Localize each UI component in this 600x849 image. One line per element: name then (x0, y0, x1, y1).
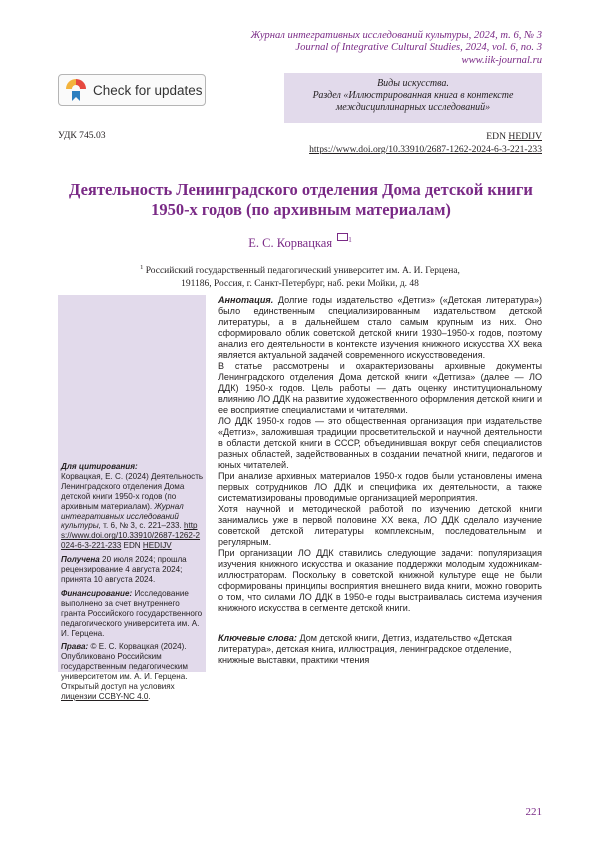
keywords (218, 633, 542, 666)
check-for-updates-button[interactable] (58, 74, 206, 106)
citation-block (61, 462, 204, 551)
envelope-icon[interactable] (337, 233, 348, 241)
page-number: 221 (525, 806, 542, 818)
section-line-2: Раздел «Иллюстрированная книга в контексте (312, 90, 514, 102)
citation-journal: Журнал интегративных исследований культуры, (61, 501, 184, 531)
sidebar-info (61, 462, 204, 706)
section-line-1: Виды искусства. (377, 78, 449, 89)
title-line-1: Деятельность Ленинградского отделения Дома детской книги (69, 180, 533, 199)
udk-code: УДК 745.03 (58, 130, 106, 141)
author-name[interactable]: Е. С. Корвацкая (248, 236, 333, 250)
affiliation-line-2: 191186, Россия, г. Санкт-Петербург, наб. реки Мойки, д. 48 (181, 278, 419, 289)
keywords-label: Ключевые слова: (218, 633, 297, 643)
article-title (60, 180, 542, 220)
abstract-paragraph-1 (218, 295, 542, 361)
affiliation-line-1: Российский государственный педагогический университет им. А. И. Герцена, (145, 266, 460, 277)
rights-block (61, 642, 204, 701)
rights-label: Права: (61, 642, 89, 652)
abstract-paragraph-5: Хотя научной и методической работой по изучению детской книги занимались уже в первой половине XX века, ЛО ДДК сделало изучение советской детской литературы комплексным, последовательным и регулярным. (218, 504, 542, 547)
keywords-text: Дом детской книги, Детгиз, издательство «Детская литература», детская книга, иллюстрация, ленинградское отделение, книжные выставки, практики чтения (218, 633, 512, 665)
abstract-paragraph-4: При анализе архивных материалов 1950-х годов были установлены имена первых сотрудников ЛО ДДК и специфика их деятельности, а также систематизированы проводимые организацией мероприятия. (218, 471, 542, 503)
abstract-label: Аннотация. (218, 295, 274, 305)
citation-edn-prefix: EDN (121, 541, 143, 551)
citation-issue: т. 6, № 3, с. 221–233. (100, 521, 182, 531)
license-end: . (148, 691, 151, 701)
funding-block (61, 589, 204, 639)
received-label: Получена (61, 555, 100, 565)
edn-prefix: EDN (486, 131, 509, 142)
license-link[interactable]: лицензии CCBY-NC 4.0 (61, 691, 149, 701)
journal-title-ru: Журнал интегративных исследований культуры, 2024, т. 6, № 3 (250, 30, 542, 41)
affiliation-mark: 1 (140, 264, 144, 271)
abstract-paragraph-6: При организации ЛО ДДК ставились следующие задачи: популяризация изучения книжного искусства и оказание поддержки молодым художникам-иллюстраторам. Поскольку в советской книжной культуре еще не были сформированы принципы восприятия внешнего вида книги, можно говорить о том, что силами ЛО ДДК в 1950-е годы выстраивалась система изучения книжного искусства в сегменте детской книги. (218, 548, 542, 613)
journal-title-en: Journal of Integrative Cultural Studies, 2024, vol. 6, no. 3 (295, 42, 542, 54)
title-line-2: 1950-х годов (по архивным материалам) (151, 200, 451, 219)
edn-link[interactable]: HEDIJV (508, 131, 542, 142)
doi-link[interactable]: https://www.doi.org/10.33910/2687-1262-2024-6-3-221-233 (309, 144, 542, 155)
abstract (218, 295, 542, 614)
check-for-updates-label: Check for updates (93, 82, 203, 98)
affiliation (80, 262, 520, 290)
abstract-paragraph-2: В статье рассмотрены и охарактеризованы архивные документы Ленинградского отделения Дома детской книги «Детгиза» (далее — ЛО ДДК) 1950-х годов. Цель работы — дать оценку институциональному влиянию ЛО ДДК на развитие художественного оформления детской книги и ее восприятие специалистами и читателями. (218, 361, 542, 415)
citation-doi-link[interactable]: https://www.doi.org/10.33910/2687-1262-2024-6-3-221-233 (61, 521, 201, 551)
edn-block (309, 130, 542, 156)
section-line-3: междисциплинарных исследований» (335, 102, 491, 114)
journal-website[interactable]: www.iik-journal.ru (461, 54, 542, 66)
rights-text: © Е. С. Корвацкая (2024). Опубликовано Российским государственным педагогическим университетом им. А. И. Герцена. Открытый доступ на условиях (61, 642, 188, 692)
citation-plain: Корвацкая, Е. С. (2024) Деятельность Ленинградского отделения Дома детской книги 1950-х годов (по архивным материалам). (61, 471, 204, 511)
abstract-text-1: Долгие годы издательство «Детгиз» («Детская литература») было единственным специализированным издательством детской литературы, а в дальнейшем стало самым крупным из них. Оно сформировало облик советской детской книги 1930–1950-х годов, поэтому анализ его деятельности в контексте изучения книжного искусства XX века является актуальной задачей современного искусствоведения. (218, 295, 542, 360)
citation-edn-link[interactable]: HEDIJV (142, 541, 172, 551)
received-block (61, 555, 204, 585)
author-mark: 1 (348, 235, 352, 244)
abstract-paragraph-3: ЛО ДДК 1950-х годов — это общественная организация при издательстве «Детгиз», заложившая традиции просветительской и научной деятельности в области детской книги в СССР, объединившая вокруг себя специалистов разных областей, задействованных в создании печатной книги, педагогов и юных читателей. (218, 416, 542, 470)
received-text: 20 июля 2024; прошла рецензирование 4 августа 2024; принята 10 августа 2024. (61, 555, 187, 584)
journal-header (112, 30, 542, 67)
funding-text: Исследование выполнено за счет внутреннего гранта Российского государственного педагогического университета им. А. И. Герцена. (61, 588, 203, 638)
check-for-updates-icon (65, 78, 87, 102)
funding-label: Финансирование: (61, 588, 133, 598)
author-line (0, 233, 600, 251)
citation-label: Для цитирования: (61, 462, 138, 471)
section-box (284, 73, 542, 123)
